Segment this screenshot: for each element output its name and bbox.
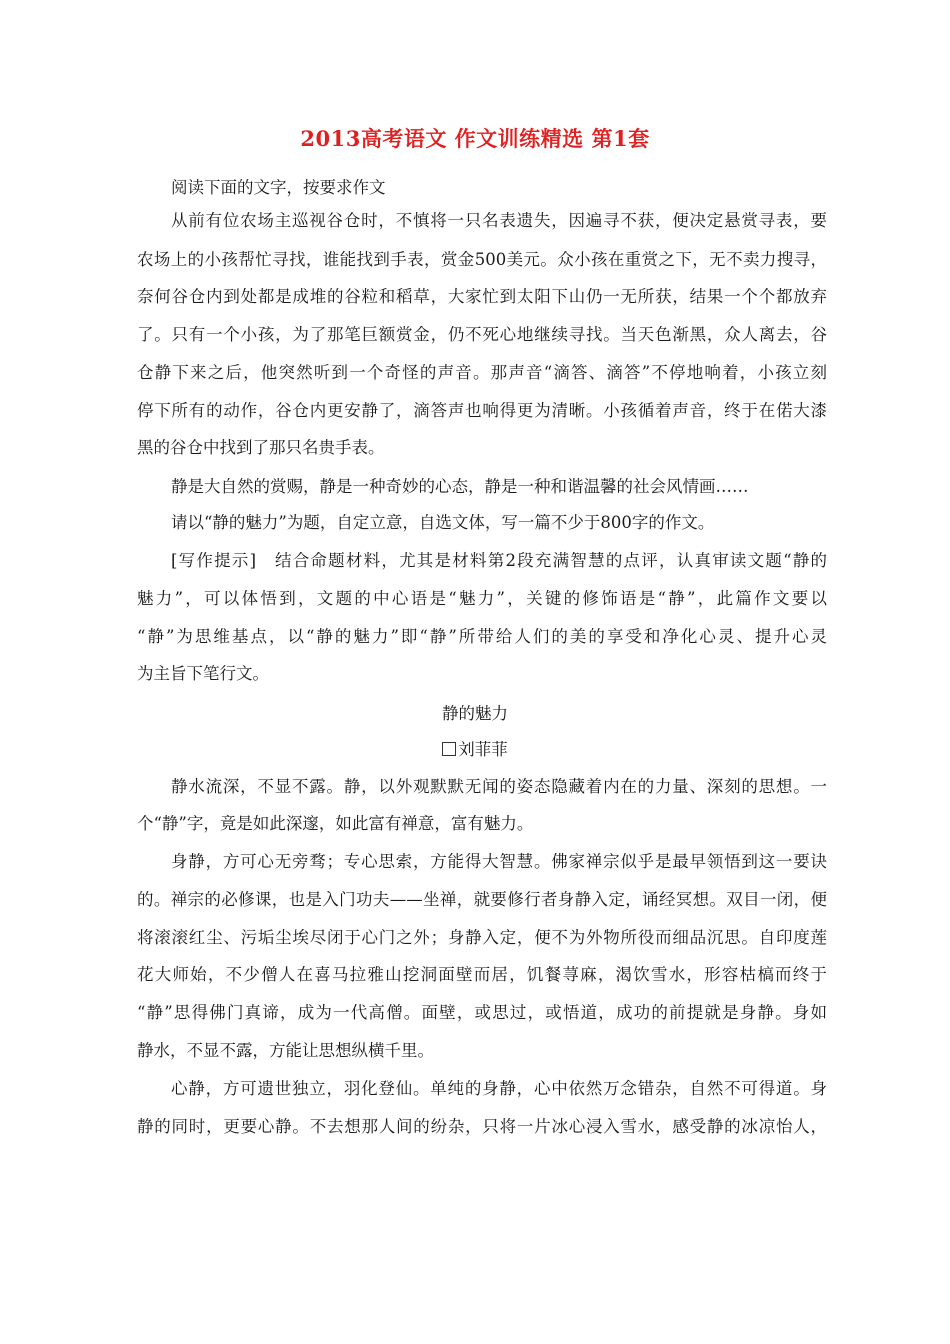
paragraph-line: [写作提示] 结合命题材料，尤其是材料第2段充满智慧的点评，认真审读文题“静的 [171,551,827,570]
paragraph-line: 静的同时，更要心静。不去想那人间的纷杂，只将一片冰心浸入雪水，感受静的冰凉怡人， [137,1117,827,1136]
paragraph-line: 为主旨下笔行文。 [137,664,269,683]
paragraph-line: 农场上的小孩帮忙寻找，谁能找到手表，赏金500美元。众小孩在重赏之下，无不卖力搜寻， [137,250,827,269]
paragraph-line: “静”思得佛门真谛，成为一代高僧。面壁，或思过，或悟道，成功的前提就是身静。身如 [137,1003,827,1022]
author-name: 刘菲菲 [458,740,508,759]
paragraph-line: 请以“静的魅力”为题，自定立意，自选文体，写一篇不少于800字的作文。 [171,513,715,532]
essay-author [0,739,950,761]
paragraph-line: 静水流深，不显不露。静，以外观默默无闻的姿态隐藏着内在的力量、深刻的思想。一 [171,777,827,796]
paragraph-line: 个“静”字，竟是如此深邃，如此富有禅意，富有魅力。 [137,814,534,833]
paragraph-line: 了。只有一个小孩，为了那笔巨额赏金，仍不死心地继续寻找。当天色渐黑，众人离去，谷 [137,325,827,344]
paragraph-line: 将滚滚红尘、污垢尘埃尽闭于心门之外；身静入定，便不为外物所役而细品沉思。自印度莲 [137,928,827,947]
paragraph-line: “静”为思维基点，以“静的魅力”即“静”所带给人们的美的享受和净化心灵、提升心灵 [137,627,827,646]
checkbox-glyph-icon [442,742,456,756]
paragraph-line: 仓静下来之后，他突然听到一个奇怪的声音。那声音“滴答、滴答”不停地响着，小孩立刻 [137,363,827,382]
paragraph-line: 心静，方可遗世独立，羽化登仙。单纯的身静，心中依然万念错杂，自然不可得道。身 [171,1079,827,1098]
paragraph-line: 身静，方可心无旁骛；专心思索，方能得大智慧。佛家禅宗似乎是最早领悟到这一要诀 [171,852,827,871]
paragraph-line: 魅力”，可以体悟到，文题的中心语是“魅力”，关键的修饰语是“静”，此篇作文要以 [137,589,827,608]
paragraph-line: 静水，不显不露，方能让思想纵横千里。 [137,1041,434,1060]
paragraph-line: 停下所有的动作，谷仓内更安静了，滴答声也响得更为清晰。小孩循着声音，终于在偌大漆 [137,401,827,420]
paragraph-line: 黑的谷仓中找到了那只名贵手表。 [137,438,385,457]
prompt-intro: 阅读下面的文字，按要求作文 [171,178,386,197]
document-title: 2013高考语文 作文训练精选 第1套 [300,126,650,151]
paragraph-line: 奈何谷仓内到处都是成堆的谷粒和稻草，大家忙到太阳下山仍一无所获，结果一个个都放弃 [137,287,827,306]
paragraph-line: 的。禅宗的必修课，也是入门功夫——坐禅，就要修行者身静入定，诵经冥想。双目一闭，便 [137,890,827,909]
paragraph-line: 花大师始，不少僧人在喜马拉雅山挖洞面壁而居，饥餐荨麻，渴饮雪水，形容枯槁而终于 [137,965,827,984]
essay-title: 静的魅力 [442,704,508,723]
paragraph-line: 静是大自然的赏赐，静是一种奇妙的心态，静是一种和谐温馨的社会风情画…… [171,477,749,496]
paragraph-line: 从前有位农场主巡视谷仓时，不慎将一只名表遗失，因遍寻不获，便决定悬赏寻表，要 [171,211,827,230]
